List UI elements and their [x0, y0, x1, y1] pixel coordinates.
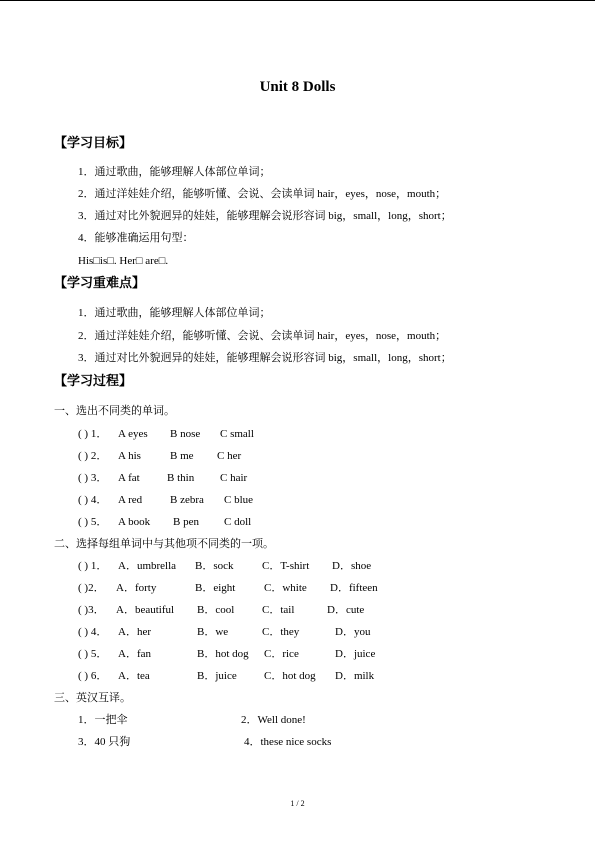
option-c: C doll: [224, 516, 252, 528]
option-c: C．T-shirt: [262, 560, 310, 572]
option-b: B pen: [173, 516, 199, 528]
option-c: C small: [220, 428, 254, 440]
part3-heading: 三、英汉互译。: [54, 692, 131, 704]
question-number: ( ) 5．: [78, 648, 108, 660]
option-d: D．fifteen: [330, 582, 378, 594]
option-b: B．sock: [195, 560, 234, 572]
option-b: B thin: [167, 472, 195, 484]
option-a: A．beautiful: [116, 604, 175, 616]
section-heading-goals: 【学习目标】: [54, 135, 133, 150]
question-number: ( )2．: [78, 582, 105, 594]
option-d: D．cute: [327, 604, 365, 616]
option-b: B．juice: [197, 670, 237, 682]
question-number: ( ) 4．: [78, 494, 108, 506]
option-a: A．umbrella: [118, 560, 177, 572]
question-number: ( ) 5．: [78, 516, 108, 528]
section-heading-keypoints: 【学习重难点】: [54, 275, 146, 290]
option-c: C hair: [220, 472, 248, 484]
goal-item: 2．通过洋娃娃介绍，能够听懂、会说、会读单词 hair，eyes，nose，mouth；: [78, 188, 447, 200]
question-number: ( ) 4．: [78, 626, 108, 638]
option-d: D．milk: [335, 670, 375, 682]
question-number: ( ) 1．: [78, 428, 108, 440]
goal-item: 1．通过歌曲，能够理解人体部位单词；: [78, 166, 271, 178]
goal-item: 3．通过对比外貌迥异的娃娃，能够理解会说形容词 big，small，long，short；: [78, 210, 452, 222]
option-b: B．eight: [195, 582, 236, 594]
option-d: D．shoe: [332, 560, 372, 572]
option-b: B me: [170, 450, 194, 462]
option-c: C blue: [224, 494, 254, 506]
option-a: A red: [118, 494, 143, 506]
option-c: C．tail: [262, 604, 295, 616]
option-b: B．hot dog: [197, 648, 249, 660]
option-b: B．cool: [197, 604, 235, 616]
part1-heading: 一、选出不同类的单词。: [54, 405, 175, 417]
option-a: A．fan: [118, 648, 151, 660]
translation-item: 4．these nice socks: [244, 736, 332, 748]
option-a: A his: [118, 450, 141, 462]
part2-heading: 二、选择每组单词中与其他项不同类的一项。: [54, 538, 274, 550]
option-c: C her: [217, 450, 242, 462]
question-number: ( ) 1．: [78, 560, 108, 572]
question-number: ( ) 2．: [78, 450, 108, 462]
section-heading-process: 【学习过程】: [54, 373, 133, 388]
option-c: C．hot dog: [264, 670, 316, 682]
option-a: A eyes: [118, 428, 148, 440]
option-c: C．white: [264, 582, 307, 594]
option-d: D．juice: [335, 648, 376, 660]
translation-item: 1．一把伞: [78, 714, 128, 726]
option-a: A book: [118, 516, 151, 528]
keypoint-item: 2．通过洋娃娃介绍，能够听懂、会说、会读单词 hair，eyes，nose，mouth；: [78, 330, 447, 342]
keypoint-item: 3．通过对比外貌迥异的娃娃，能够理解会说形容词 big，small，long，short；: [78, 352, 452, 364]
option-a: A fat: [118, 472, 140, 484]
option-d: D．you: [335, 626, 371, 638]
translation-item: 3．40 只狗: [78, 736, 131, 748]
option-b: B zebra: [170, 494, 204, 506]
option-c: C．rice: [264, 648, 299, 660]
goal-item: 4．能够准确运用句型：: [78, 232, 194, 244]
question-number: ( )3．: [78, 604, 105, 616]
option-b: B nose: [170, 428, 201, 440]
question-number: ( ) 6．: [78, 670, 108, 682]
page-number: 1 / 2: [290, 799, 305, 808]
keypoint-item: 1．通过歌曲，能够理解人体部位单词；: [78, 307, 271, 319]
option-b: B．we: [197, 626, 229, 638]
option-a: A．her: [118, 626, 151, 638]
question-number: ( ) 3．: [78, 472, 108, 484]
option-a: A．forty: [116, 582, 157, 594]
translation-item: 2．Well done!: [241, 714, 306, 726]
option-a: A．tea: [118, 670, 150, 682]
option-c: C．they: [262, 626, 300, 638]
sentence-pattern: His□is□. Her□ are□.: [78, 255, 169, 267]
top-border-line: [0, 0, 595, 1]
page-title: Unit 8 Dolls: [259, 79, 336, 95]
